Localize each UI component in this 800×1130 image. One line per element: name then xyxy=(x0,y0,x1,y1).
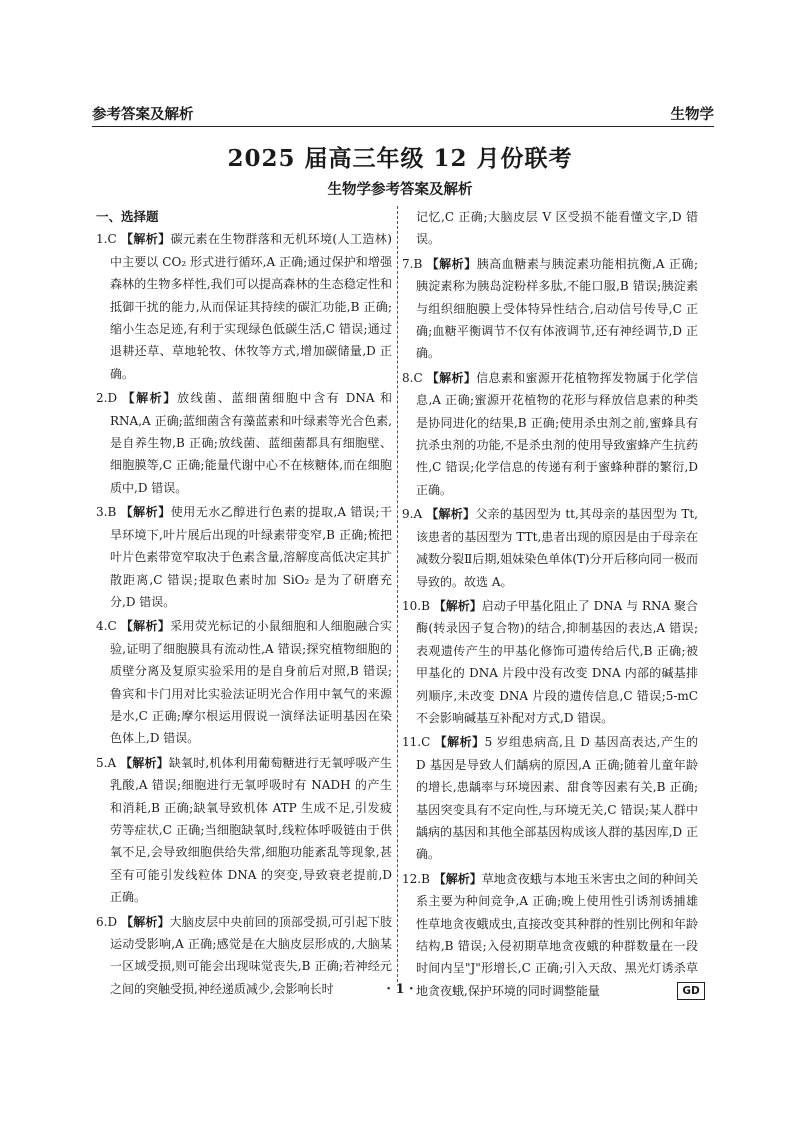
section-title: 一、选择题 xyxy=(96,209,159,224)
answer-item xyxy=(402,253,698,365)
answer-number: 8.C xyxy=(402,370,423,385)
analysis-tag: 【解析】 xyxy=(426,507,476,522)
analysis-tag: 【解析】 xyxy=(120,755,169,770)
left-column xyxy=(96,206,392,1000)
analysis-text: 大脑皮层中央前回的顶部受损,可引起下肢运动受影响,A 正确;感觉是在大脑皮层形成的,大脑某一区域受损,则可能会出现味觉丧失,B 正确;若神经元之间的突触受损,神经递质减少,会影响长时 xyxy=(110,914,392,996)
header-right: 生物学 xyxy=(670,107,714,123)
analysis-text: 碳元素在生物群落和无机环境(人工造林)中主要以 CO₂ 形式进行循环,A 正确;通过保护和增强森林的生物多样性,我们可以提高森林的生态稳定性和抵御干扰的能力,从而保证其持续的碳汇功能,B 正确;缩小生态足迹,有利于实现绿色低碳生活,C 错误;通过退耕还草、草地轮牧、休牧等方式,增加碳储量,D 正确。 xyxy=(110,232,392,381)
answer-number: 7.B xyxy=(402,256,423,271)
answer-number: 2.D xyxy=(96,391,118,406)
answer-number: 9.A xyxy=(402,507,423,522)
analysis-text: 信息素和蜜源开花植物挥发物属于化学信息,A 正确;蜜源开花植物的花形与释放信息素的种类是协同进化的结果,B 正确;使用杀虫剂之前,蜜蜂具有抗杀虫剂的功能,不是杀虫剂的使用导致蜜蜂产生抗药性,C 错误;化学信息的传递有利于蜜蜂种群的繁衍,D 正确。 xyxy=(416,370,698,497)
analysis-tag: 【解析】 xyxy=(433,598,482,613)
answer-number: 1.C xyxy=(96,232,117,247)
answer-item xyxy=(96,752,392,909)
left-answer-list xyxy=(96,228,392,1000)
answer-item xyxy=(402,367,698,501)
answer-item xyxy=(402,731,698,865)
analysis-text: 使用无水乙醇进行色素的提取,A 错误;干旱环境下,叶片展后出现的叶绿素带变窄,B 正确;梳把叶片色素带宽窄取决于色素含量,溶解度高低决定其扩散距离,C 错误;提取色素时加 SiO₂ 是为了研磨充分,D 错误。 xyxy=(110,505,392,609)
answer-number: 3.B xyxy=(96,505,117,520)
analysis-text: 胰高血糖素与胰淀素功能相抗衡,A 正确;胰淀素称为胰岛淀粉样多肽,不能口服,B 错误;胰淀素与组织细胞膜上受体特异性结合,启动信号传导,C 正确;血糖平衡调节不仅有体液调节,还有神经调节,D 正确。 xyxy=(416,256,698,361)
answer-item xyxy=(96,615,392,749)
analysis-text: 放线菌、蓝细菌细胞中含有 DNA 和 RNA,A 正确;蓝细菌含有藻蓝素和叶绿素等光合色素,是自养生物,B 正确;放线菌、蓝细菌都具有细胞壁、细胞膜等,C 正确;能量代谢中心不在核糖体,而在细胞质中,D 错误。 xyxy=(110,391,392,495)
page-subtitle: 生物学参考答案及解析 xyxy=(327,182,473,198)
analysis-tag: 【解析】 xyxy=(122,391,177,406)
analysis-tag: 【解析】 xyxy=(426,256,477,271)
answer-number: 4.C xyxy=(96,619,117,634)
edition-badge: GD xyxy=(677,982,705,1000)
right-column xyxy=(402,206,698,1002)
analysis-tag: 【解析】 xyxy=(120,619,171,634)
analysis-text: 5 岁组患病高,且 D 基因高表达,产生的 D 基因是导致人们龋病的原因,A 正确;随着儿童年龄的增长,患龋率与环境因素、甜食等因素有关,B 正确;基因突变具有不定向性,与环境无关,C 错误;某人群中龋病的基因和其他全部基因构成该人群的基因库,D 正确。 xyxy=(416,735,698,862)
answer-number: 11.C xyxy=(402,735,431,750)
column-divider xyxy=(397,206,398,982)
analysis-tag: 【解析】 xyxy=(121,914,170,929)
analysis-text: 缺氧时,机体利用葡萄糖进行无氧呼吸产生乳酸,A 错误;细胞进行无氧呼吸时有 NADH 的产生和消耗,B 正确;缺氧导致机体 ATP 生成不足,引发疲劳等症状,C 正确;当细胞缺氧时,线粒体呼吸链由于供氧不足,会导致细胞供给失常,细胞功能紊乱等现象,甚至有可能引发线粒体 DNA 的突变,导致衰老提前,D 正确。 xyxy=(110,755,392,905)
answer-number: 5.A xyxy=(96,755,117,770)
analysis-text: 采用荧光标记的小鼠细胞和人细胞融合实验,证明了细胞膜具有流动性,A 错误;探究植物细胞的质壁分离及复原实验采用的是自身前后对照,B 错误;鲁宾和卡门用对比实验法证明光合作用中氧气的来源是水,C 正确;摩尔根运用假说一演绎法证明基因在染色体上,D 错误。 xyxy=(110,619,392,746)
right-answer-list xyxy=(402,253,698,1002)
analysis-tag: 【解析】 xyxy=(120,232,171,247)
answer-item xyxy=(96,228,392,385)
header-left: 参考答案及解析 xyxy=(92,107,194,123)
analysis-tag: 【解析】 xyxy=(433,871,482,886)
analysis-text: 启动子甲基化阻止了 DNA 与 RNA 聚合酶(转录因子复合物)的结合,抑制基因的表达,A 错误;表观遗传产生的甲基化修饰可遗传给后代,B 正确;被甲基化的 DNA 片段中没有改变 DNA 内部的碱基排列顺序,未改变 DNA 片段的遗传信息,C 错误;5-mC 不会影响碱基互补配对方式,D 错误。 xyxy=(416,598,698,725)
analysis-text: 父亲的基因型为 tt,其母亲的基因型为 Tt,该患者的基因型为 TTt,患者出现的原因是由于母亲在减数分裂Ⅱ后期,姐妹染色单体(T)分开后移向同一极而导致的。故选 A。 xyxy=(416,507,698,589)
answer-item xyxy=(402,595,698,729)
page-number: · 1 · xyxy=(386,982,414,997)
page-title: 2025 届高三年级 12 月份联考 xyxy=(227,145,573,172)
page-header xyxy=(92,98,714,124)
answer-number: 6.D xyxy=(96,914,118,929)
continued-text: 记忆,C 正确;大脑皮层 V 区受损不能看懂文字,D 错误。 xyxy=(416,210,698,247)
answer-item xyxy=(96,501,392,613)
answer-item xyxy=(402,503,698,593)
answer-number: 12.B xyxy=(402,871,430,886)
analysis-tag: 【解析】 xyxy=(434,735,485,750)
analysis-text: 草地贪夜蛾与本地玉米害虫之间的种间关系主要为种间竞争,A 正确;晚上使用性引诱剂诱捕雄性草地贪夜蛾成虫,直接改变其种群的性别比例和年龄结构,B 错误;入侵初期草地贪夜蛾的种群数量在一段时间内呈"J"形增长,C 正确;引入天敌、黑光灯诱杀草地贪夜蛾,保护环境的同时调整能量 xyxy=(416,871,698,998)
answer-item xyxy=(96,387,392,499)
answer-number: 10.B xyxy=(402,598,430,613)
header-rule xyxy=(92,126,714,127)
analysis-tag: 【解析】 xyxy=(426,370,477,385)
analysis-tag: 【解析】 xyxy=(120,505,171,520)
